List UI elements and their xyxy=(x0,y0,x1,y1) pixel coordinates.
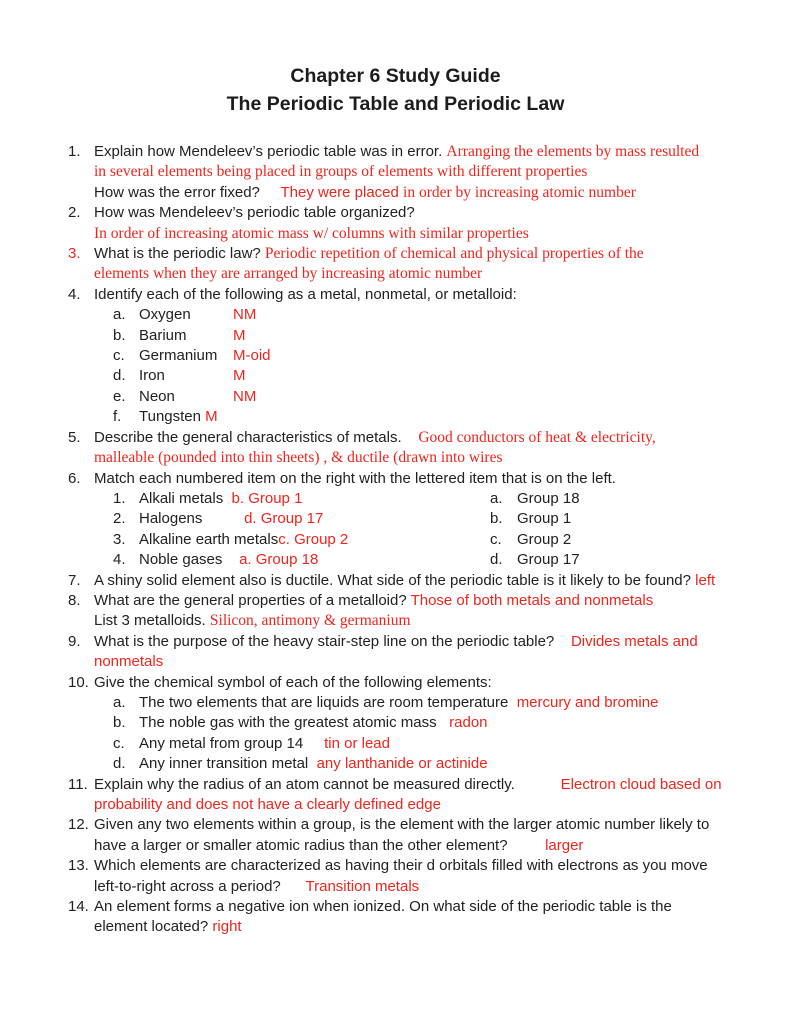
question-text: Oxygen xyxy=(139,306,191,324)
answer-text: M xyxy=(233,326,246,344)
answer-text: Electron cloud based on xyxy=(560,775,722,793)
question-text: Germanium xyxy=(139,347,218,365)
question-text: element located? xyxy=(94,918,213,936)
sub-item-marker: d. xyxy=(113,367,126,385)
question-body xyxy=(94,469,771,571)
question-text: Tungsten xyxy=(139,408,206,426)
question-body xyxy=(94,142,771,203)
text-line xyxy=(94,489,771,509)
text-line xyxy=(94,611,771,631)
question-number: 3. xyxy=(68,245,81,263)
question-body xyxy=(94,428,771,469)
sub-item-marker: 3. xyxy=(113,530,126,548)
question-item xyxy=(68,428,771,469)
text-line xyxy=(94,387,771,407)
match-option-text: Group 18 xyxy=(517,489,580,507)
question-text: What are the general properties of a metalloid? xyxy=(94,591,411,609)
question-text: Given any two elements within a group, is the element with the larger atomic number likely to xyxy=(94,816,710,834)
answer-text: In order of increasing atomic mass w/ columns with similar properties xyxy=(94,224,529,242)
text-line xyxy=(94,224,771,244)
question-text: A shiny solid element also is ductile. What side of the periodic table is it likely to be found? xyxy=(94,571,696,589)
question-text: Noble gases xyxy=(139,551,240,569)
question-item xyxy=(68,856,771,897)
question-text: Describe the general characteristics of metals. xyxy=(94,428,419,446)
question-number: 1. xyxy=(68,143,81,160)
sub-item-marker: c. xyxy=(113,347,125,365)
text-line xyxy=(94,366,771,386)
question-text: Neon xyxy=(139,387,175,405)
answer-text: M-oid xyxy=(233,347,271,365)
question-number: 11. xyxy=(68,775,88,793)
answer-text: malleable (pounded into thin sheets) , & ductile (drawn into wires xyxy=(94,449,503,467)
text-line xyxy=(94,305,771,325)
text-line xyxy=(94,326,771,346)
text-line xyxy=(94,407,771,427)
text-line xyxy=(94,673,771,693)
question-body xyxy=(94,775,771,816)
answer-text: in several elements being placed in groups of elements with different properties xyxy=(94,163,588,181)
answer-text: Those of both metals and nonmetals xyxy=(410,591,654,609)
question-text: Any inner transition metal xyxy=(139,755,317,773)
question-item xyxy=(68,142,771,203)
text-line xyxy=(94,142,771,162)
sub-item-marker: 2. xyxy=(113,510,126,528)
answer-text: Divides metals and xyxy=(570,632,698,650)
match-option xyxy=(490,489,580,509)
question-item xyxy=(68,775,771,816)
text-line xyxy=(94,591,771,611)
text-line xyxy=(94,162,771,182)
answer-text: c. Group 2 xyxy=(278,530,349,548)
answer-text: radon xyxy=(449,714,488,732)
question-item xyxy=(68,591,771,632)
question-list xyxy=(0,142,791,938)
text-line xyxy=(94,632,771,652)
question-body xyxy=(94,285,771,428)
text-line xyxy=(94,795,771,815)
question-text: Give the chemical symbol of each of the following elements: xyxy=(94,673,492,691)
match-option xyxy=(490,530,571,550)
answer-text: any lanthanide or actinide xyxy=(316,755,488,773)
text-line xyxy=(94,244,771,264)
question-body xyxy=(94,897,771,938)
text-line xyxy=(94,203,771,223)
sub-item-marker: 4. xyxy=(113,551,126,569)
answer-text: larger xyxy=(545,836,584,854)
match-option xyxy=(490,509,571,529)
question-text: Identify each of the following as a metal, nonmetal, or metalloid: xyxy=(94,285,517,303)
text-line xyxy=(94,285,771,305)
text-line xyxy=(94,775,771,795)
question-text: Halogens xyxy=(139,510,245,528)
question-text: How was the error fixed? xyxy=(94,183,281,201)
question-number: 6. xyxy=(68,469,81,487)
question-body xyxy=(94,591,771,632)
match-option-letter: a. xyxy=(490,489,503,507)
question-text: The noble gas with the greatest atomic mass xyxy=(139,714,450,732)
question-body xyxy=(94,856,771,897)
answer-text: Transition metals xyxy=(305,877,420,895)
question-body xyxy=(94,203,771,244)
question-number: 8. xyxy=(68,591,81,609)
question-text: Barium xyxy=(139,326,187,344)
question-text: Alkaline earth metals xyxy=(139,530,279,548)
text-line xyxy=(94,183,771,203)
answer-text: Silicon, antimony & germanium xyxy=(209,612,411,630)
text-line xyxy=(94,652,771,672)
match-option-text: Group 17 xyxy=(517,551,580,569)
document-title xyxy=(0,62,791,118)
question-number: 14. xyxy=(68,898,89,916)
answer-text: NM xyxy=(233,306,257,324)
question-text: Explain how Mendeleev’s periodic table was in error. xyxy=(94,143,447,160)
text-line xyxy=(94,897,771,917)
question-body xyxy=(94,632,771,673)
question-number: 7. xyxy=(68,571,81,589)
question-body xyxy=(94,673,771,775)
answer-text: elements when they are arranged by increasing atomic number xyxy=(94,265,483,283)
question-body xyxy=(94,815,771,856)
text-line xyxy=(94,754,771,774)
sub-item-marker: a. xyxy=(113,306,126,324)
question-number: 4. xyxy=(68,285,81,303)
text-line xyxy=(94,713,771,733)
answer-text: mercury and bromine xyxy=(516,693,659,711)
match-option-text: Group 2 xyxy=(517,530,572,548)
question-text: Match each numbered item on the right with the lettered item that is on the left. xyxy=(94,469,616,487)
question-text: How was Mendeleev’s periodic table organized? xyxy=(94,204,415,222)
sub-item-marker: b. xyxy=(113,326,126,344)
text-line xyxy=(94,856,771,876)
answer-text: b. Group 1 xyxy=(231,489,303,507)
question-item xyxy=(68,285,771,428)
answer-text: They were placed xyxy=(280,183,404,201)
question-item xyxy=(68,203,771,244)
answer-text: nonmetals xyxy=(94,653,164,671)
question-number: 12. xyxy=(68,816,89,834)
question-text: What is the periodic law? xyxy=(94,245,265,263)
sub-item-marker: f. xyxy=(113,408,122,426)
question-item xyxy=(68,897,771,938)
text-line xyxy=(94,734,771,754)
answer-text: probability and does not have a clearly defined edge xyxy=(94,796,441,813)
question-text: Iron xyxy=(139,367,165,385)
question-text: List 3 metalloids. xyxy=(94,612,210,630)
question-item xyxy=(68,673,771,775)
match-option-letter: c. xyxy=(490,530,502,548)
question-item xyxy=(68,632,771,673)
sub-item-marker: a. xyxy=(113,693,126,711)
question-number: 2. xyxy=(68,204,81,222)
title-line-2: The Periodic Table and Periodic Law xyxy=(226,93,565,115)
match-option-letter: d. xyxy=(490,551,503,569)
text-line xyxy=(94,571,771,591)
question-number: 10. xyxy=(68,673,89,691)
text-line xyxy=(94,917,771,937)
text-line xyxy=(94,836,771,856)
question-item xyxy=(68,244,771,285)
question-text: An element forms a negative ion when ionized. On what side of the periodic table is the xyxy=(94,898,672,916)
answer-text: left xyxy=(695,571,716,589)
answer-text: Periodic repetition of chemical and physical properties of the xyxy=(264,245,644,263)
question-text: What is the purpose of the heavy stair-step line on the periodic table? xyxy=(94,632,571,650)
question-text: Explain why the radius of an atom cannot be measured directly. xyxy=(94,775,561,793)
text-line xyxy=(94,877,771,897)
answer-text: M xyxy=(233,367,246,385)
text-line xyxy=(94,530,771,550)
answer-text: a. Group 18 xyxy=(239,551,319,569)
text-line xyxy=(94,693,771,713)
question-number: 13. xyxy=(68,857,89,875)
match-option xyxy=(490,550,580,570)
answer-text: tin or lead xyxy=(324,734,390,752)
question-item xyxy=(68,571,771,591)
question-item xyxy=(68,469,771,571)
question-body xyxy=(94,571,771,591)
question-text: Alkali metals xyxy=(139,489,232,507)
question-text: Which elements are characterized as having their d orbitals filled with electrons as you move xyxy=(94,857,708,875)
match-option-letter: b. xyxy=(490,510,503,528)
question-body xyxy=(94,244,771,285)
text-line xyxy=(94,550,771,570)
answer-text: NM xyxy=(233,387,257,405)
answer-text: d. Group 17 xyxy=(244,510,324,528)
text-line xyxy=(94,448,771,468)
question-text: left-to-right across a period? xyxy=(94,877,306,895)
answer-text: Arranging the elements by mass resulted xyxy=(446,143,700,160)
text-line xyxy=(94,428,771,448)
text-line xyxy=(94,815,771,835)
question-text: The two elements that are liquids are room temperature xyxy=(139,693,517,711)
text-line xyxy=(94,264,771,284)
question-item xyxy=(68,815,771,856)
sub-item-marker: e. xyxy=(113,387,126,405)
text-line xyxy=(94,509,771,529)
answer-text: Good conductors of heat & electricity, xyxy=(418,428,656,446)
question-number: 9. xyxy=(68,632,81,650)
answer-text: M xyxy=(205,408,218,426)
title-line-1: Chapter 6 Study Guide xyxy=(290,65,501,87)
text-line xyxy=(94,469,771,489)
sub-item-marker: b. xyxy=(113,714,126,732)
sub-item-marker: d. xyxy=(113,755,126,773)
question-text: Any metal from group 14 xyxy=(139,734,325,752)
answer-text: right xyxy=(212,918,242,936)
question-number: 5. xyxy=(68,428,81,446)
sub-item-marker: c. xyxy=(113,734,125,752)
question-text: have a larger or smaller atomic radius than the other element? xyxy=(94,836,546,854)
text-line xyxy=(94,346,771,366)
answer-text: in order by increasing atomic number xyxy=(403,183,636,201)
sub-item-marker: 1. xyxy=(113,489,126,507)
match-option-text: Group 1 xyxy=(517,510,572,528)
